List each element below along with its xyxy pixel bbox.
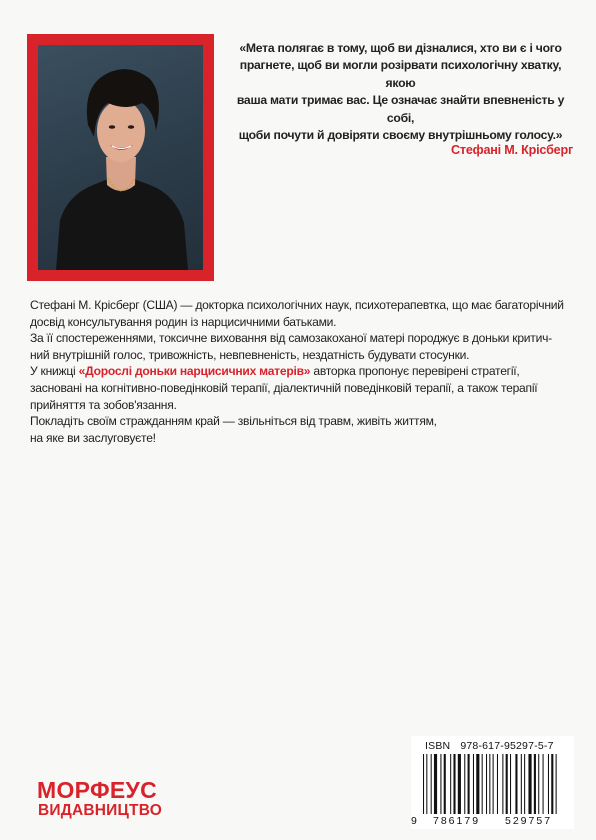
author-bio-paragraph	[30, 297, 570, 330]
observation-paragraph	[30, 330, 570, 363]
quote-line: прагнете, щоб ви могли розірвати психологічну хватку, якою	[239, 58, 562, 90]
text-line: прийняття та зобов'язання.	[30, 397, 177, 412]
quote-line: ваша мати тримає вас. Це означає знайти впевненість у собі,	[236, 93, 565, 125]
barcode-right-digits: 529757	[505, 815, 553, 827]
barcode-first-digit: 9	[411, 815, 417, 827]
isbn-label: ISBN	[425, 740, 451, 752]
publisher-subtitle: ВИДАВНИЦТВО	[38, 802, 162, 819]
book-paragraph	[30, 363, 570, 413]
author-photo-frame	[27, 34, 214, 281]
text-line	[30, 363, 570, 380]
publisher-name: МОРФЕУС	[37, 777, 158, 803]
call-to-action-paragraph	[30, 413, 570, 446]
publisher-logo	[37, 778, 162, 820]
isbn-number: 978-617-95297-5-7	[460, 740, 554, 752]
quote-author: Стефані М. Крісберг	[450, 143, 573, 157]
quote-line: «Мета полягає в тому, щоб ви дізналися, хто ви є і чого	[239, 41, 562, 55]
barcode-bars	[421, 754, 566, 814]
book-title: «Дорослі доньки нарцисичних матерів»	[78, 364, 311, 379]
text-line: Покладіть своїм стражданням край — звільніться від травм, живіть життям,	[30, 414, 437, 429]
author-portrait-illustration	[38, 45, 203, 270]
isbn-barcode	[411, 736, 574, 829]
barcode-left-digits: 786179	[433, 815, 481, 827]
book-description	[30, 297, 570, 446]
text-line: ний внутрішній голос, тривожність, невпевненість, нездатність будувати стосунки.	[30, 347, 470, 362]
author-photo	[38, 45, 203, 270]
epigraph-quote	[228, 40, 573, 144]
text-fragment: авторка пропонує перевірені стратегії,	[310, 364, 520, 379]
isbn-label-row	[425, 740, 564, 752]
quote-line: щоби почути й довіряти своєму внутрішньому голосу.»	[238, 128, 563, 143]
text-line: засновані на когнітивно-поведінковій терапії, діалектичній поведінковій терапії, а також терапії	[30, 380, 538, 395]
text-fragment: У книжці	[30, 364, 79, 379]
text-line: За її спостереженнями, токсичне виховання від самозакоханої матері породжує в доньки критич-	[30, 331, 552, 346]
text-line: Стефані М. Крісберг (США) — докторка психологічних наук, психотерапевтка, що має багаторічний	[30, 298, 564, 312]
text-line: досвід консультування родин із нарцисичними батьками.	[30, 314, 337, 329]
text-line: на яке ви заслуговуєте!	[30, 430, 156, 445]
